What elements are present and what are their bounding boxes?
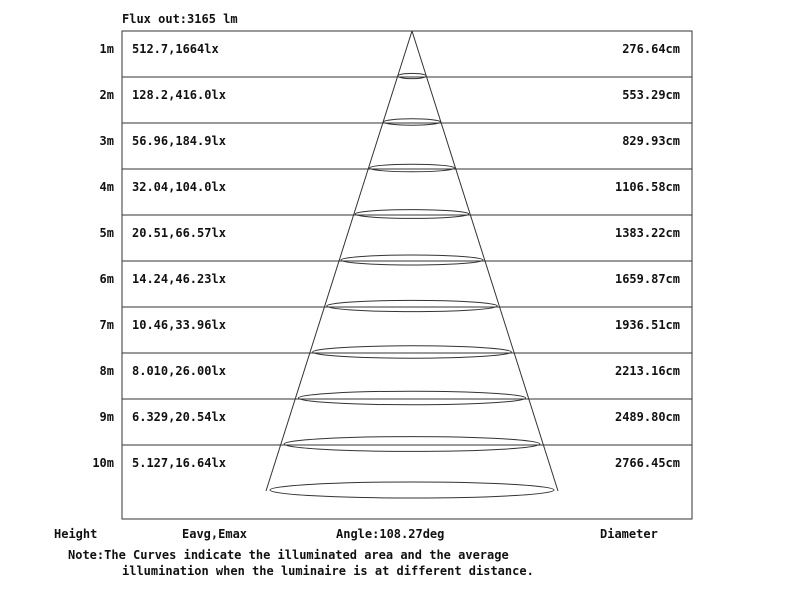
row-height-label: 8m [99,364,114,378]
diameter-axis-label: Diameter [600,527,658,541]
illuminance-axis-label: Eavg,Emax [182,527,248,541]
row-diameter-value: 1383.22cm [614,226,680,240]
row-illuminance-value: 8.010,26.00lx [132,364,226,378]
row-diameter-value: 2766.45cm [614,456,680,470]
distance-grid-lines [122,77,692,445]
row-illuminance-value: 5.127,16.64lx [132,456,226,470]
row-illuminance-value: 128.2,416.0lx [132,88,226,102]
note-line-2: illumination when the luminaire is at different distance. [122,564,534,578]
illuminated-area-ellipse [341,255,483,265]
row-diameter-value: 2489.80cm [614,410,680,424]
row-illuminance-value: 14.24,46.23lx [132,272,226,286]
row-height-label: 4m [99,180,114,194]
flux-label: Flux out:3165 lm [122,12,238,26]
beam-cone [266,31,558,498]
row-illuminance-value: 512.7,1664lx [132,42,219,56]
row-illuminance-value: 6.329,20.54lx [132,410,226,424]
row-height-label: 9m [99,410,114,424]
row-height-label: 10m [92,456,114,470]
illuminated-area-ellipse [270,482,554,498]
row-illuminance-value: 10.46,33.96lx [132,318,226,332]
height-axis-label: Height [54,527,98,541]
row-illuminance-value: 20.51,66.57lx [132,226,226,240]
illuminated-area-ellipse [398,73,426,78]
row-height-label: 1m [99,42,114,56]
row-diameter-value: 2213.16cm [614,364,680,378]
row-diameter-value: 276.64cm [622,42,680,56]
row-diameter-value: 829.93cm [622,134,680,148]
row-diameter-value: 1936.51cm [614,318,680,332]
row-illuminance-value: 32.04,104.0lx [132,180,226,194]
illuminated-area-ellipse [284,437,540,452]
row-height-label: 6m [99,272,114,286]
illuminated-area-ellipse [384,119,441,125]
row-height-label: 5m [99,226,114,240]
note-line-1: Note:The Curves indicate the illuminated area and the average [68,548,509,562]
row-diameter-value: 1659.87cm [614,272,680,286]
row-illuminance-value: 56.96,184.9lx [132,134,226,148]
row-height-label: 7m [99,318,114,332]
illuminated-area-ellipse [327,300,497,311]
illuminated-area-ellipse [313,346,512,358]
beam-angle-label: Angle:108.27deg [336,527,445,541]
illuminated-area-ellipse [369,164,454,172]
illuminated-area-ellipse [298,391,525,405]
row-diameter-value: 1106.58cm [614,180,680,194]
row-height-label: 3m [99,134,114,148]
row-diameter-value: 553.29cm [622,88,680,102]
illuminated-area-ellipse [355,210,469,219]
row-height-label: 2m [99,88,114,102]
